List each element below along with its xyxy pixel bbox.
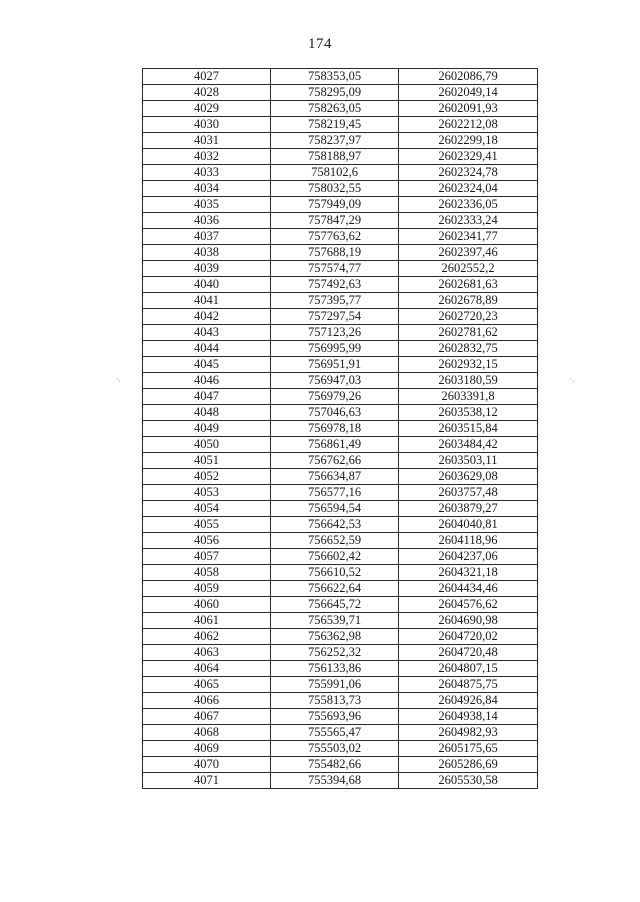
table-row [143,421,538,437]
y-coordinate-cell: 2602049,14 [399,85,538,101]
x-coordinate-cell: 756979,26 [271,389,399,405]
x-coordinate-cell: 758188,97 [271,149,399,165]
table-row [143,597,538,613]
x-coordinate-cell: 755482,66 [271,757,399,773]
x-coordinate-cell: 757046,63 [271,405,399,421]
x-coordinate-cell: 758263,05 [271,101,399,117]
y-coordinate-cell: 2603484,42 [399,437,538,453]
point-number-cell: 4043 [143,325,271,341]
x-coordinate-cell: 756622,64 [271,581,399,597]
point-number-cell: 4070 [143,757,271,773]
table-row [143,101,538,117]
x-coordinate-cell: 756861,49 [271,437,399,453]
x-coordinate-cell: 756634,87 [271,469,399,485]
point-number-cell: 4058 [143,565,271,581]
x-coordinate-cell: 756645,72 [271,597,399,613]
table-row [143,389,538,405]
x-coordinate-cell: 756762,66 [271,453,399,469]
table-row [143,453,538,469]
table-row [143,725,538,741]
y-coordinate-cell: 2602324,04 [399,181,538,197]
y-coordinate-cell: 2604982,93 [399,725,538,741]
table-row [143,549,538,565]
x-coordinate-cell: 757297,54 [271,309,399,325]
point-number-cell: 4054 [143,501,271,517]
table-row [143,405,538,421]
x-coordinate-cell: 757949,09 [271,197,399,213]
table-row [143,645,538,661]
table-row [143,149,538,165]
y-coordinate-cell: 2603391,8 [399,389,538,405]
y-coordinate-cell: 2602091,93 [399,101,538,117]
y-coordinate-cell: 2602678,89 [399,293,538,309]
point-number-cell: 4029 [143,101,271,117]
x-coordinate-cell: 756951,91 [271,357,399,373]
y-coordinate-cell: 2602086,79 [399,69,538,85]
point-number-cell: 4056 [143,533,271,549]
x-coordinate-cell: 757395,77 [271,293,399,309]
y-coordinate-cell: 2604807,15 [399,661,538,677]
table-row [143,581,538,597]
coordinates-table [142,68,538,789]
x-coordinate-cell: 755991,06 [271,677,399,693]
x-coordinate-cell: 756133,86 [271,661,399,677]
table-row [143,277,538,293]
x-coordinate-cell: 756252,32 [271,645,399,661]
point-number-cell: 4049 [143,421,271,437]
y-coordinate-cell: 2602781,62 [399,325,538,341]
x-coordinate-cell: 755394,68 [271,773,399,789]
x-coordinate-cell: 758102,6 [271,165,399,181]
page-number: 174 [308,36,332,52]
point-number-cell: 4065 [143,677,271,693]
point-number-cell: 4064 [143,661,271,677]
x-coordinate-cell: 757688,19 [271,245,399,261]
y-coordinate-cell: 2602681,63 [399,277,538,293]
y-coordinate-cell: 2602720,23 [399,309,538,325]
point-number-cell: 4060 [143,597,271,613]
point-number-cell: 4045 [143,357,271,373]
point-number-cell: 4039 [143,261,271,277]
y-coordinate-cell: 2604875,75 [399,677,538,693]
table-row [143,437,538,453]
y-coordinate-cell: 2604926,84 [399,693,538,709]
y-coordinate-cell: 2604576,62 [399,597,538,613]
y-coordinate-cell: 2605530,58 [399,773,538,789]
point-number-cell: 4041 [143,293,271,309]
x-coordinate-cell: 758219,45 [271,117,399,133]
x-coordinate-cell: 756594,54 [271,501,399,517]
table-row [143,181,538,197]
point-number-cell: 4066 [143,693,271,709]
point-number-cell: 4048 [143,405,271,421]
x-coordinate-cell: 758353,05 [271,69,399,85]
x-coordinate-cell: 755503,02 [271,741,399,757]
point-number-cell: 4033 [143,165,271,181]
y-coordinate-cell: 2604938,14 [399,709,538,725]
y-coordinate-cell: 2603503,11 [399,453,538,469]
y-coordinate-cell: 2602397,46 [399,245,538,261]
y-coordinate-cell: 2604237,06 [399,549,538,565]
y-coordinate-cell: 2604690,98 [399,613,538,629]
x-coordinate-cell: 757574,77 [271,261,399,277]
point-number-cell: 4063 [143,645,271,661]
table-row [143,197,538,213]
point-number-cell: 4046 [143,373,271,389]
table-row [143,341,538,357]
table-row [143,133,538,149]
point-number-cell: 4032 [143,149,271,165]
x-coordinate-cell: 756362,98 [271,629,399,645]
y-coordinate-cell: 2603757,48 [399,485,538,501]
table-row [143,565,538,581]
point-number-cell: 4067 [143,709,271,725]
table-row [143,293,538,309]
x-coordinate-cell: 756652,59 [271,533,399,549]
table-row [143,629,538,645]
point-number-cell: 4028 [143,85,271,101]
table-row [143,757,538,773]
y-coordinate-cell: 2603629,08 [399,469,538,485]
point-number-cell: 4071 [143,773,271,789]
table-row [143,709,538,725]
table-row [143,357,538,373]
y-coordinate-cell: 2602329,41 [399,149,538,165]
point-number-cell: 4059 [143,581,271,597]
y-coordinate-cell: 2602932,15 [399,357,538,373]
table-row [143,533,538,549]
table-row [143,501,538,517]
point-number-cell: 4027 [143,69,271,85]
table-row [143,325,538,341]
x-coordinate-cell: 757763,62 [271,229,399,245]
point-number-cell: 4030 [143,117,271,133]
y-coordinate-cell: 2602299,18 [399,133,538,149]
point-number-cell: 4051 [143,453,271,469]
scan-artifact-right: ·. [570,375,575,384]
y-coordinate-cell: 2603538,12 [399,405,538,421]
point-number-cell: 4050 [143,437,271,453]
x-coordinate-cell: 757123,26 [271,325,399,341]
table-row [143,677,538,693]
point-number-cell: 4035 [143,197,271,213]
table-row [143,469,538,485]
point-number-cell: 4062 [143,629,271,645]
table-row [143,213,538,229]
point-number-cell: 4040 [143,277,271,293]
x-coordinate-cell: 756947,03 [271,373,399,389]
point-number-cell: 4031 [143,133,271,149]
y-coordinate-cell: 2602832,75 [399,341,538,357]
table-row [143,245,538,261]
y-coordinate-cell: 2602333,24 [399,213,538,229]
point-number-cell: 4068 [143,725,271,741]
y-coordinate-cell: 2602336,05 [399,197,538,213]
y-coordinate-cell: 2604720,48 [399,645,538,661]
table-row [143,69,538,85]
y-coordinate-cell: 2604040,81 [399,517,538,533]
x-coordinate-cell: 756539,71 [271,613,399,629]
table-row [143,773,538,789]
point-number-cell: 4044 [143,341,271,357]
y-coordinate-cell: 2603180,59 [399,373,538,389]
x-coordinate-cell: 755693,96 [271,709,399,725]
x-coordinate-cell: 757492,63 [271,277,399,293]
y-coordinate-cell: 2602324,78 [399,165,538,181]
x-coordinate-cell: 756610,52 [271,565,399,581]
table-row [143,517,538,533]
point-number-cell: 4034 [143,181,271,197]
point-number-cell: 4057 [143,549,271,565]
table-row [143,485,538,501]
point-number-cell: 4069 [143,741,271,757]
y-coordinate-cell: 2602552,2 [399,261,538,277]
table-row [143,229,538,245]
table-row [143,693,538,709]
table-row [143,741,538,757]
table-row [143,165,538,181]
y-coordinate-cell: 2603515,84 [399,421,538,437]
x-coordinate-cell: 755813,73 [271,693,399,709]
table-row [143,373,538,389]
x-coordinate-cell: 756602,42 [271,549,399,565]
point-number-cell: 4036 [143,213,271,229]
y-coordinate-cell: 2602341,77 [399,229,538,245]
table-row [143,85,538,101]
y-coordinate-cell: 2604118,96 [399,533,538,549]
table-row [143,661,538,677]
x-coordinate-cell: 758295,09 [271,85,399,101]
point-number-cell: 4047 [143,389,271,405]
y-coordinate-cell: 2605175,65 [399,741,538,757]
point-number-cell: 4055 [143,517,271,533]
point-number-cell: 4052 [143,469,271,485]
point-number-cell: 4053 [143,485,271,501]
table-row [143,117,538,133]
x-coordinate-cell: 758032,55 [271,181,399,197]
point-number-cell: 4061 [143,613,271,629]
x-coordinate-cell: 755565,47 [271,725,399,741]
x-coordinate-cell: 756577,16 [271,485,399,501]
point-number-cell: 4038 [143,245,271,261]
y-coordinate-cell: 2604321,18 [399,565,538,581]
y-coordinate-cell: 2605286,69 [399,757,538,773]
table-row [143,309,538,325]
table-row [143,261,538,277]
x-coordinate-cell: 756995,99 [271,341,399,357]
x-coordinate-cell: 758237,97 [271,133,399,149]
point-number-cell: 4037 [143,229,271,245]
y-coordinate-cell: 2602212,08 [399,117,538,133]
y-coordinate-cell: 2603879,27 [399,501,538,517]
x-coordinate-cell: 756642,53 [271,517,399,533]
table-row [143,613,538,629]
x-coordinate-cell: 757847,29 [271,213,399,229]
y-coordinate-cell: 2604434,46 [399,581,538,597]
x-coordinate-cell: 756978,18 [271,421,399,437]
coordinates-table-body [143,69,538,789]
y-coordinate-cell: 2604720,02 [399,629,538,645]
scan-artifact-left: ·. [116,375,121,384]
point-number-cell: 4042 [143,309,271,325]
